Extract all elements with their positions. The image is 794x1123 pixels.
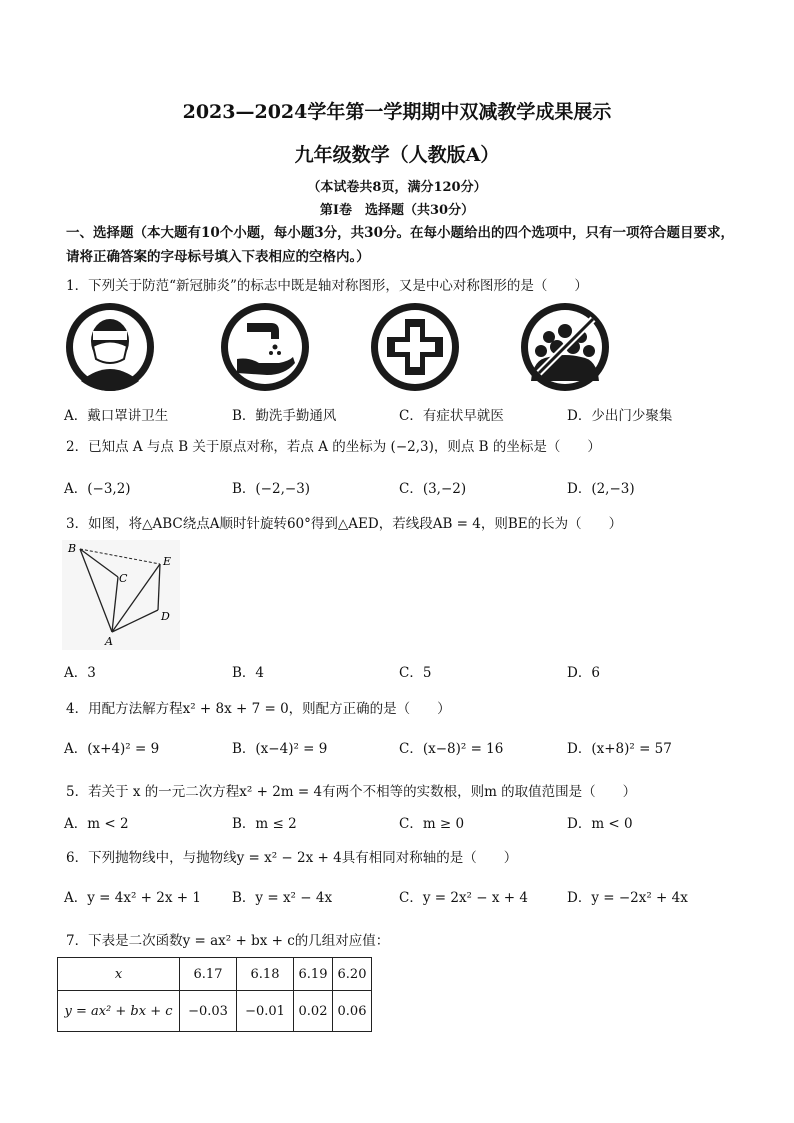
q5-option-c[interactable]: C．m ≥ 0 [399,816,465,832]
table-row [58,958,372,991]
q2-option-a[interactable]: A．(−3,2) [64,481,131,497]
q1-option-b[interactable]: B．勤洗手勤通风 [232,408,337,424]
table-row [58,991,372,1032]
q4-option-d[interactable]: D．(x+8)² = 57 [567,741,672,757]
q6-option-a[interactable]: A．y = 4x² + 2x + 1 [64,890,201,906]
q2-option-d[interactable]: D．(2,−3) [567,481,635,497]
exam-title: 2023—2024学年第一学期期中双减教学成果展示 [182,101,612,123]
figure-label-a: A [105,635,113,648]
table-cell: −0.01 [237,991,294,1032]
q2-option-c[interactable]: C．(3,−2) [399,481,467,497]
table-cell: 6.18 [237,958,294,991]
question-1-stem: 1．下列关于防范“新冠肺炎”的标志中既是轴对称图形，又是中心对称图形的是（ ） [66,278,588,294]
q5-option-d[interactable]: D．m < 0 [567,816,633,832]
mask-icon [64,301,156,393]
question-6-stem: 6．下列抛物线中，与抛物线y = x² − 2x + 4具有相同对称轴的是（ ） [66,850,518,866]
question-3-stem: 3．如图，将△ABC绕点A顺时针旋转60°得到△AED，若线段AB = 4，则BE的长为（ ） [66,516,623,532]
q1-option-a[interactable]: A．戴口罩讲卫生 [64,408,169,424]
q3-option-c[interactable]: C．5 [399,665,432,681]
value-table [57,957,372,1032]
section-intro: 一、选择题（本大题有10个小题，每小题3分，共30分。在每小题给出的四个选项中，只有一项符合题目要求，请将正确答案的字母标号填入下表相应的空格内。） [66,225,734,265]
q4-option-b[interactable]: B．(x−4)² = 9 [232,741,328,757]
figure-label-c: C [119,572,128,585]
table-cell: x [58,958,180,991]
handwash-icon [219,301,311,393]
q6-option-c[interactable]: C．y = 2x² − x + 4 [399,890,528,906]
question-7-stem: 7．下表是二次函数y = ax² + bx + c的几组对应值： [66,933,390,949]
figure-label-b: B [68,542,77,555]
table-cell: 0.06 [333,991,372,1032]
figure-label-d: D [161,610,170,623]
table-cell: 0.02 [294,991,333,1032]
part-heading: 第Ⅰ卷 选择题（共30分） [319,203,475,218]
crowd-prohibited-icon [519,301,611,393]
q5-option-a[interactable]: A．m < 2 [64,816,129,832]
table-cell: 6.19 [294,958,333,991]
table-cell: y = ax² + bx + c [58,991,180,1032]
question-4-stem: 4．用配方法解方程x² + 8x + 7 = 0，则配方正确的是（ ） [66,701,451,717]
exam-note: （本试卷共8页，满分120分） [307,180,487,195]
q1-option-d[interactable]: D．少出门少聚集 [567,408,673,424]
q6-option-b[interactable]: B．y = x² − 4x [232,890,333,906]
q6-option-d[interactable]: D．y = −2x² + 4x [567,890,688,906]
table-cell: −0.03 [180,991,237,1032]
q3-option-a[interactable]: A．3 [64,665,96,681]
question-2-stem: 2．已知点 A 与点 B 关于原点对称，若点 A 的坐标为 (−2,3)，则点 B 的坐标是（ ） [66,439,601,455]
rotation-triangle-figure [62,540,180,650]
figure-label-e: E [163,555,172,568]
q3-option-d[interactable]: D．6 [567,665,600,681]
exam-subtitle: 九年级数学（人教版A） [294,144,500,166]
q1-option-c[interactable]: C．有症状早就医 [399,408,504,424]
q2-option-b[interactable]: B．(−2,−3) [232,481,311,497]
medical-cross-icon [369,301,461,393]
q5-option-b[interactable]: B．m ≤ 2 [232,816,297,832]
question-5-stem: 5．若关于 x 的一元二次方程x² + 2m = 4有两个不相等的实数根，则m 的取值范围是（ ） [66,784,637,800]
table-cell: 6.20 [333,958,372,991]
q4-option-c[interactable]: C．(x−8)² = 16 [399,741,504,757]
q3-option-b[interactable]: B．4 [232,665,265,681]
q4-option-a[interactable]: A．(x+4)² = 9 [64,741,160,757]
table-cell: 6.17 [180,958,237,991]
